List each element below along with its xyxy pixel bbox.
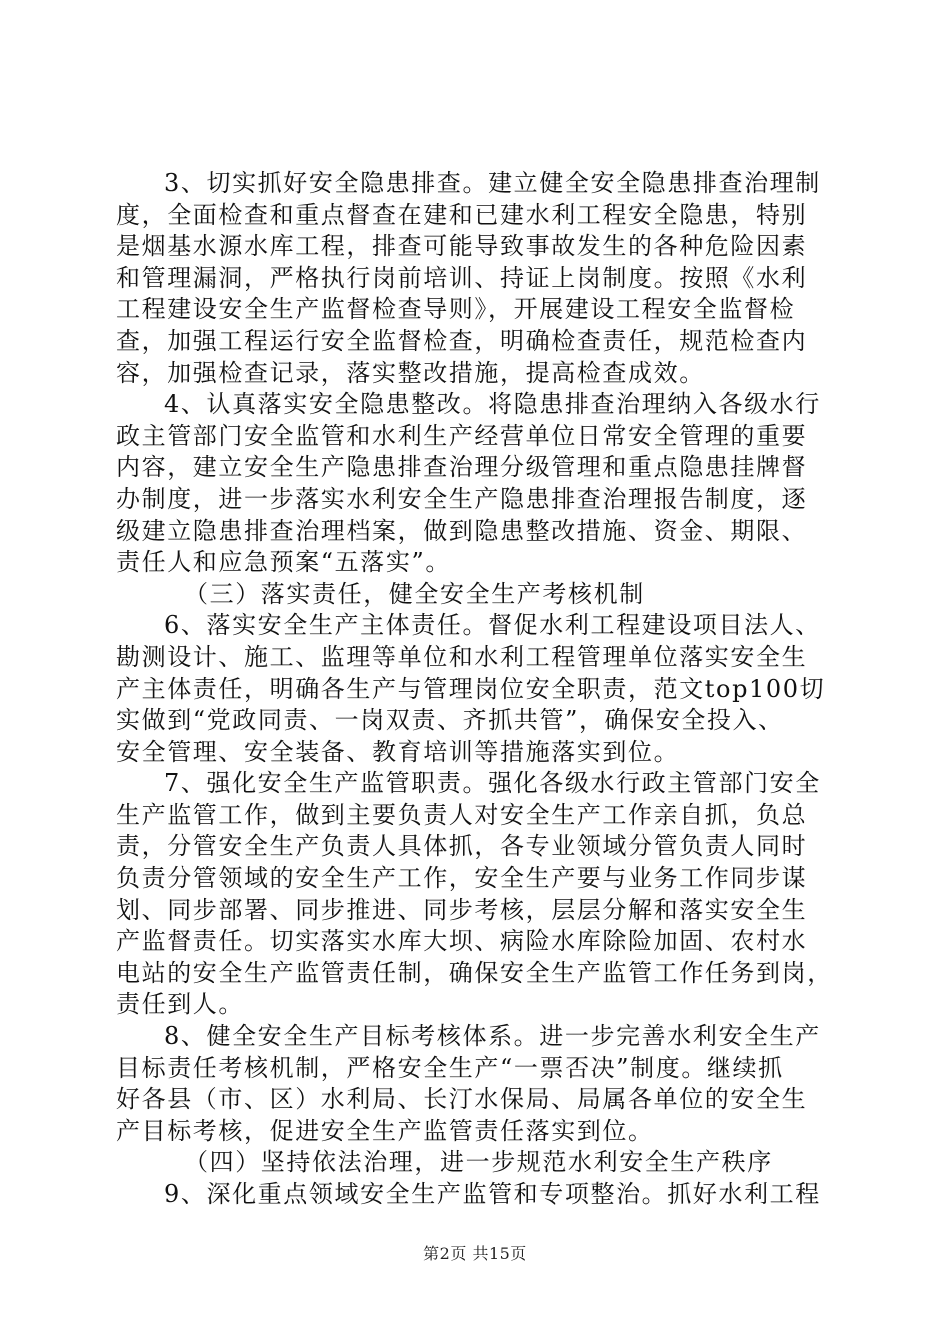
text-line: 目标责任考核机制，严格安全生产“一票否决”制度。继续抓 bbox=[116, 1053, 784, 1082]
section-heading-line: （三）落实责任，健全安全生产考核机制 bbox=[184, 579, 645, 608]
text-line: 责任人和应急预案“五落实”。 bbox=[116, 548, 451, 577]
text-line: 6、落实安全生产主体责任。督促水利工程建设项目法人、 bbox=[164, 611, 821, 640]
text-line: 产目标考核，促进安全生产监管责任落实到位。 bbox=[116, 1116, 654, 1145]
text-line: 查，加强工程运行安全监督检查，明确检查责任，规范检查内 bbox=[116, 326, 808, 355]
text-line: 内容，建立安全生产隐患排查治理分级管理和重点隐患挂牌督 bbox=[116, 453, 808, 482]
text-line: 实做到“党政同责、一岗双责、齐抓共管”，确保安全投入、 bbox=[116, 706, 784, 735]
text-line: 容，加强检查记录，落实整改措施，提高检查成效。 bbox=[116, 358, 705, 387]
text-line: 3、切实抓好安全隐患排查。建立健全安全隐患排查治理制 bbox=[164, 169, 821, 197]
text-line: 级建立隐患排查治理档案，做到隐患整改措施、资金、期限、 bbox=[116, 516, 808, 545]
text-line: 8、健全安全生产目标考核体系。进一步完善水利安全生产 bbox=[164, 1022, 821, 1051]
text-line: 工程建设安全生产监督检查导则》，开展建设工程安全监督检 bbox=[116, 295, 796, 324]
text-line: 电站的安全生产监管责任制，确保安全生产监管工作任务到岗， bbox=[116, 958, 833, 987]
text-line: 和管理漏洞，严格执行岗前培训、持证上岗制度。按照《水利 bbox=[116, 263, 808, 292]
text-line: 7、强化安全生产监管职责。强化各级水行政主管部门安全 bbox=[164, 769, 821, 798]
text-line: 9、深化重点领域安全生产监管和专项整治。抓好水利工程 bbox=[164, 1180, 821, 1208]
section-heading-line: （四）坚持依法治理，进一步规范水利安全生产秩序 bbox=[184, 1148, 773, 1177]
text-line: 勘测设计、施工、监理等单位和水利工程管理单位落实安全生 bbox=[116, 642, 808, 671]
text-line: 产主体责任，明确各生产与管理岗位安全职责，范文top100切 bbox=[116, 674, 826, 703]
text-line: 划、同步部署、同步推进、同步考核，层层分解和落实安全生 bbox=[116, 895, 808, 924]
page-footer: 第2页 共15页 bbox=[423, 1244, 527, 1263]
text-line: 是烟基水源水库工程，排查可能导致事故发生的各种危险因素 bbox=[116, 232, 808, 261]
text-line: 办制度，进一步落实水利安全生产隐患排查治理报告制度，逐 bbox=[116, 484, 808, 513]
text-line: 4、认真落实安全隐患整改。将隐患排查治理纳入各级水行 bbox=[164, 390, 821, 419]
text-line: 生产监管工作，做到主要负责人对安全生产工作亲自抓，负总 bbox=[116, 800, 808, 829]
text-line: 产监督责任。切实落实水库大坝、病险水库除险加固、农村水 bbox=[116, 927, 808, 956]
text-line: 好各县（市、区）水利局、长汀水保局、局属各单位的安全生 bbox=[116, 1085, 808, 1114]
text-line: 安全管理、安全装备、教育培训等措施落实到位。 bbox=[116, 737, 680, 766]
text-line: 责任到人。 bbox=[116, 990, 244, 1019]
text-line: 度，全面检查和重点督查在建和已建水利工程安全隐患，特别 bbox=[116, 200, 808, 229]
text-line: 负责分管领域的安全生产工作，安全生产要与业务工作同步谋 bbox=[116, 864, 808, 893]
text-line: 责，分管安全生产负责人具体抓，各专业领域分管负责人同时 bbox=[116, 832, 808, 861]
text-line: 政主管部门安全监管和水利生产经营单位日常安全管理的重要 bbox=[116, 421, 808, 450]
document-body bbox=[116, 168, 838, 1211]
